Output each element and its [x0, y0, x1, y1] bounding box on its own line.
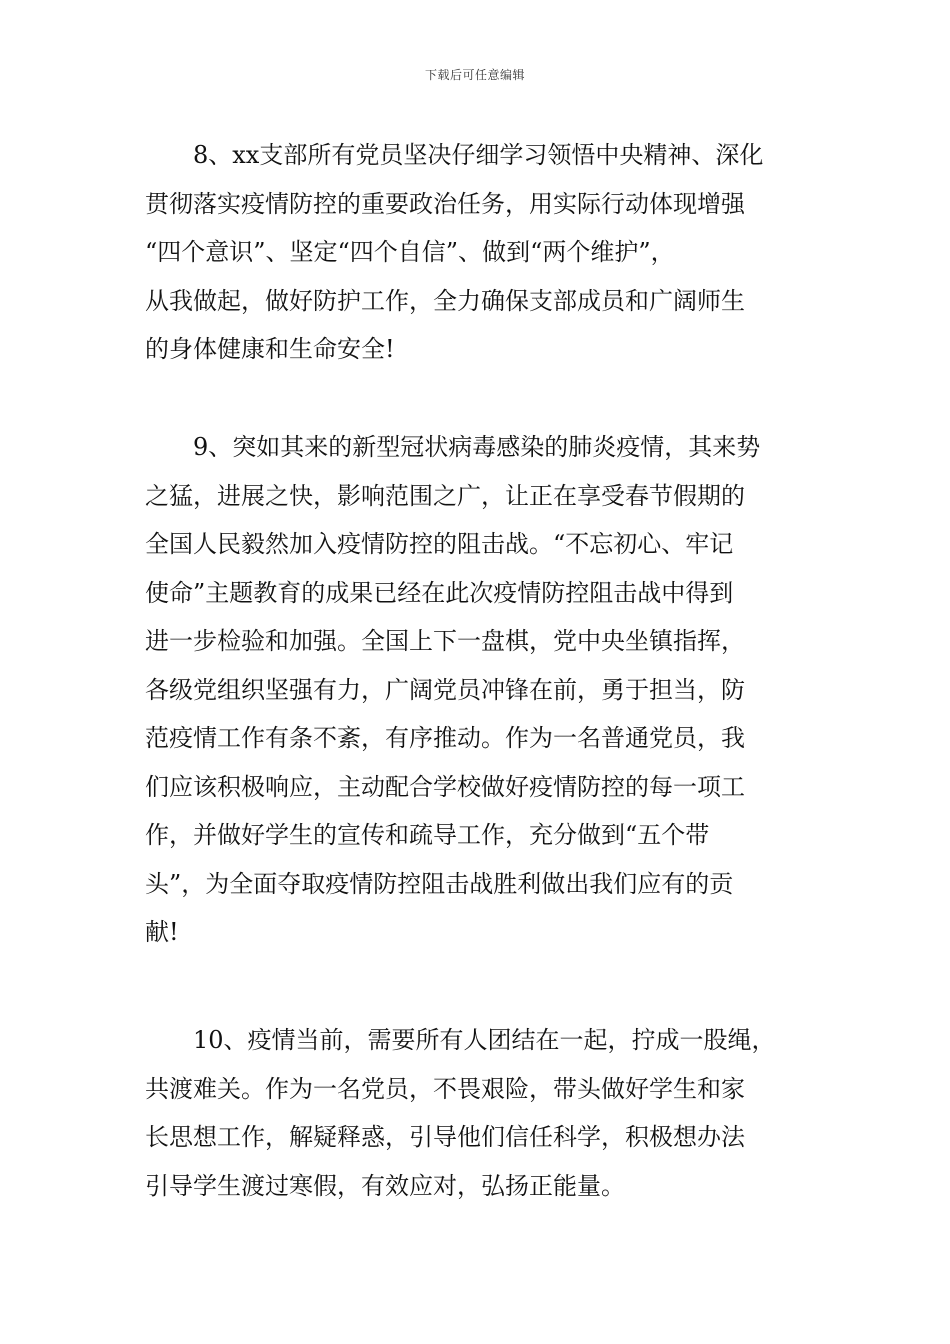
paragraph-line: 使命”主题教育的成果已经在此次疫情防控阻击战中得到: [145, 578, 734, 607]
paragraph-line: 头”，为全面夺取疫情防控阻击战胜利做出我们应有的贡: [145, 869, 734, 898]
paragraph-line: 们应该积极响应，主动配合学校做好疫情防控的每一项工: [145, 772, 745, 801]
paragraph-10: [145, 1016, 810, 1210]
paragraph-line: 贯彻落实疫情防控的重要政治任务，用实际行动体现增强: [145, 189, 745, 218]
paragraph-line: 全国人民毅然加入疫情防控的阻击战。“不忘初心、牢记: [145, 530, 734, 558]
paragraph-8: [145, 131, 810, 374]
paragraph-line: 引导学生渡过寒假，有效应对，弘扬正能量。: [145, 1171, 625, 1200]
paragraph-line: 之猛，进展之快，影响范围之广，让正在享受春节假期的: [145, 481, 745, 510]
paragraph-line: 范疫情工作有条不紊，有序推动。作为一名普通党员，我: [145, 724, 745, 752]
paragraph-line: 8、xx支部所有党员坚决仔细学习领悟中央精神、深化: [193, 141, 764, 169]
paragraph-line: 长思想工作，解疑释惑，引导他们信任科学，积极想办法: [145, 1123, 745, 1151]
paragraph-line: 作，并做好学生的宣传和疏导工作，充分做到“五个带: [145, 821, 710, 849]
paragraph-line: 10、疫情当前，需要所有人团结在一起，拧成一股绳，: [193, 1026, 776, 1054]
paragraph-line: 进一步检验和加强。全国上下一盘棋，党中央坐镇指挥，: [145, 627, 745, 655]
paragraph-line: “四个意识”、坚定“四个自信”、做到“两个维护”，: [145, 238, 675, 266]
paragraph-line: 从我做起，做好防护工作，全力确保支部成员和广阔师生: [145, 286, 745, 315]
paragraph-line: 各级党组织坚强有力，广阔党员冲锋在前，勇于担当，防: [145, 675, 745, 704]
paragraph-line: 的身体健康和生命安全!: [145, 335, 395, 363]
document-body: [145, 131, 810, 1200]
page-header: 下载后可任意编辑: [424, 68, 525, 82]
paragraph-line: 共渡难关。作为一名党员，不畏艰险，带头做好学生和家: [145, 1074, 745, 1103]
paragraph-line: 9、突如其来的新型冠状病毒感染的肺炎疫情，其来势: [193, 433, 761, 461]
paragraph-line: 献!: [145, 918, 179, 946]
paragraph-9: [145, 423, 810, 957]
